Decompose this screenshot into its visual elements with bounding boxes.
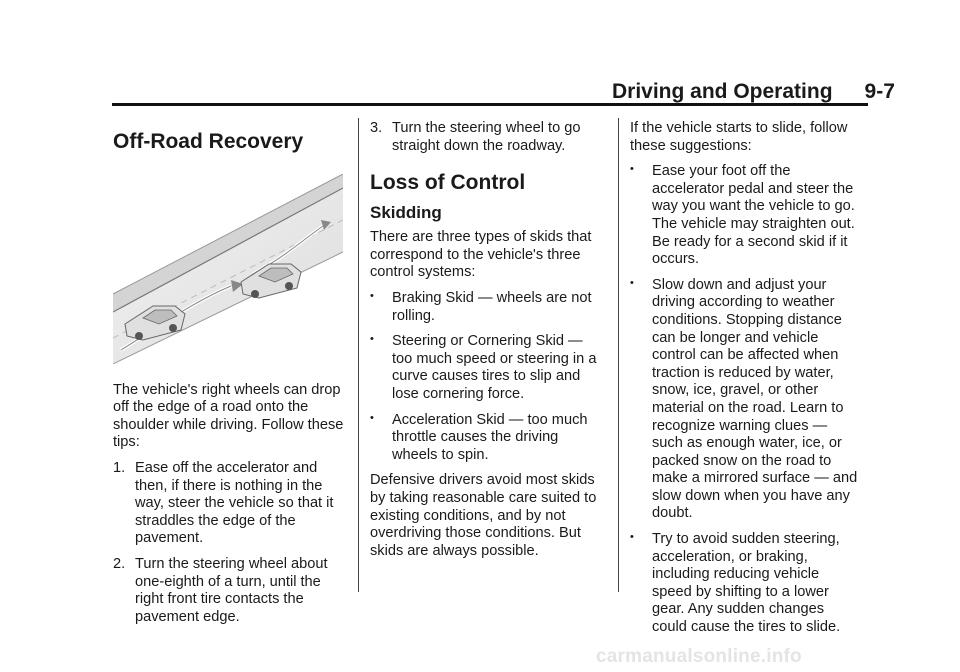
bullet-item: • Acceleration Skid — too much throttle causes the driving wheels to spin. [370, 411, 588, 463]
skid-intro: There are three types of skids that correspond to the vehicle's three control systems: [370, 229, 592, 281]
column-divider [618, 118, 619, 592]
list-item: 3. Turn the steering wheel to go straight down the roadway. [370, 120, 581, 154]
bullet-icon: • [630, 531, 634, 544]
running-header [612, 80, 895, 104]
bullet-item: • Slow down and adjust your driving according to weather conditions. Stopping distance can be longer and vehicle control can be affected when traction is reduced by water, snow, ice, gravel, or other material on the road. Learn to recognize warning clues — such as enough water, ice, or packed snow on the road to make a mirrored surface — and slow down when you have any doubt. [630, 276, 858, 522]
heading-off-road-recovery: Off-Road Recovery [113, 130, 304, 153]
off-road-recovery-illustration [113, 174, 343, 364]
list-item: 2. Turn the steering wheel about one-eighth of a turn, until the right front tire contacts the pavement edge. [113, 555, 328, 625]
column-3 [630, 120, 862, 645]
bullet-icon: • [630, 276, 634, 289]
heading-loss-of-control: Loss of Control [370, 171, 526, 195]
column-divider [358, 118, 359, 592]
bullet-item: • Braking Skid — wheels are not rolling. [370, 289, 592, 324]
section-title: Driving and Operating [612, 80, 833, 103]
bullet-item: • Steering or Cornering Skid — too much speed or steering in a curve causes tires to slip and lose cornering force. [370, 333, 597, 402]
slide-intro: If the vehicle starts to slide, follow these suggestions: [630, 120, 848, 154]
skid-outro: Defensive drivers avoid most skids by taking reasonable care suited to existing conditions, and by not overdriving those conditions. But skids are always possible. [370, 472, 597, 559]
column-2 [370, 120, 602, 568]
bullet-item: • Try to avoid sudden steering, acceleration, or braking, including reducing vehicle speed by shifting to a lower gear. Any sudden changes could cause the tires to slide. [630, 531, 841, 636]
watermark: carmanualsonline.info [596, 646, 802, 667]
column-1 [113, 120, 345, 634]
bullet-icon: • [370, 333, 374, 346]
page-number: 9-7 [864, 80, 895, 103]
bullet-icon: • [630, 163, 634, 176]
subheading-skidding: Skidding [370, 203, 442, 223]
header-rule [112, 103, 868, 106]
list-item: 1. Ease off the accelerator and then, if there is nothing in the way, steer the vehicle so that it straddles the edge of the pavement. [113, 459, 334, 547]
intro-paragraph: The vehicle's right wheels can drop off the edge of a road onto the shoulder while driving. Follow these tips: [113, 381, 344, 451]
bullet-icon: • [370, 411, 374, 424]
bullet-icon: • [370, 289, 374, 302]
bullet-item: • Ease your foot off the accelerator pedal and steer the way you want the vehicle to go. The vehicle may straighten out. Be ready for a second skid if it occurs. [630, 163, 855, 268]
